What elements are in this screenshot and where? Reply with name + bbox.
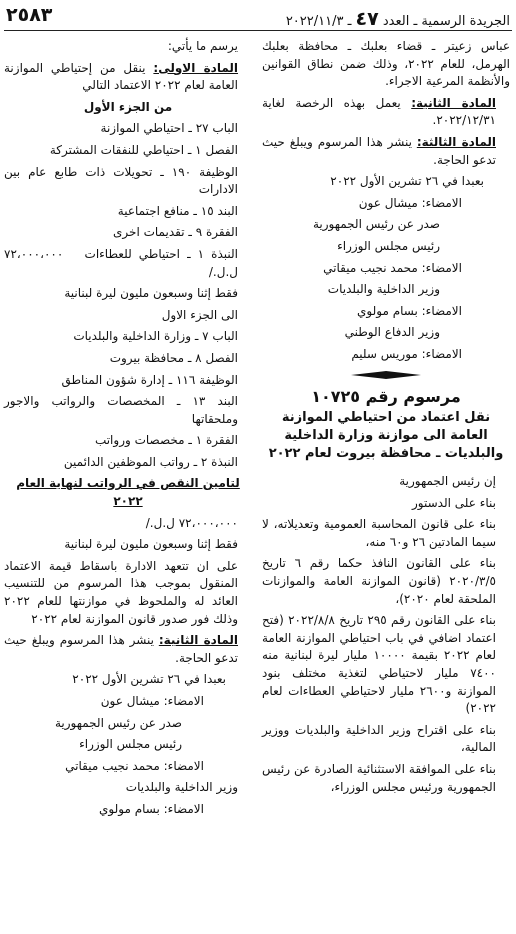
budget-line: البند ١٣ ـ المخصصات والرواتب والاجور وملحقاتها: [4, 394, 238, 426]
amount-in-words: فقط إثنا وسبعون مليون ليرة لبنانية: [64, 286, 238, 301]
issued-by: صدر عن رئيس الجمهورية: [54, 715, 182, 730]
paragraph: بناء على القانون النافذ حكما رقم ٦ تاريخ ٢٠٢٠/٣/٥ (قانون الموازنة العامة والموازنات الملحقة لعام ٢٠٢٠)،: [262, 556, 496, 606]
page-header: [0, 0, 516, 28]
signature: الامضاء: ميشال عون: [358, 195, 462, 210]
date-line: بعبدا في ٢٦ تشرين الأول ٢٠٢٢: [72, 672, 226, 687]
paragraph: على ان تتعهد الادارة باسقاط قيمة الاعتماد المنقول بموجب هذا المرسوم من للتنسيب العائد له والملحوظ في موازنتها للعام ٢٠٢٢ وذلك فور صدور قانون الموازنة لعام ٢٠٢٢: [4, 558, 238, 626]
amount: ٧٢،٠٠٠،٠٠٠ ل.ل./: [4, 246, 238, 279]
page-number: ٢٥٨٣: [6, 4, 53, 26]
minister-title: وزير الداخلية والبلديات: [327, 282, 440, 297]
amount: ٧٢،٠٠٠،٠٠٠ ل.ل./: [145, 515, 238, 530]
signature: الامضاء: ميشال عون: [100, 694, 204, 708]
paragraph: عباس زعيتر ـ قضاء بعلبك ـ محافظة بعلبك الهرمل، للعام ٢٠٢٢، وذلك ضمن نطاق القوانين والأنظمة المرعية الاجراء.: [262, 39, 510, 89]
budget-line: الى الجزء الاول: [161, 307, 238, 322]
article-label: المادة الثالثة:: [416, 134, 496, 149]
budget-line-with-amount: [4, 246, 252, 281]
header-rule: [4, 30, 512, 31]
paragraph: بناء على اقتراح وزير الداخلية والبلديات ووزير المالية،: [262, 722, 496, 755]
journal-name: الجريدة الرسمية ـ العدد: [382, 14, 510, 29]
signature: الامضاء: محمد نجيب ميقاتي: [323, 260, 462, 275]
budget-line: الفقرة ١ ـ مخصصات ورواتب: [94, 433, 238, 448]
article-text: ينشر هذا المرسوم ويبلغ حيث تدعو الحاجة.: [262, 134, 496, 167]
paragraph: يرسم ما يأتي:: [167, 39, 238, 53]
journal-title: [286, 8, 510, 30]
budget-line: الباب ٢٧ ـ احتياطي الموازنة: [100, 121, 238, 136]
right-column: [262, 38, 510, 918]
minister-title: وزير الدفاع الوطني: [344, 325, 440, 340]
issue-number: ٤٧: [355, 8, 379, 30]
article-1: [4, 60, 252, 95]
issue-date: ـ ٢٠٢٢/١١/٣: [285, 14, 352, 29]
signature: الامضاء: بسام مولوي: [99, 801, 204, 816]
signature: الامضاء: بسام مولوي: [357, 303, 462, 318]
paragraph: بناء على الموافقة الاستثنائية الصادرة عن رئيس الجمهورية ورئيس مجلس الوزراء،: [262, 762, 496, 794]
article-text: يعمل بهذه الرخصة لغاية ٢٠٢٢/١٢/٣١.: [262, 95, 496, 128]
article-label: المادة الثانية:: [411, 95, 496, 110]
paragraph: بناء على القانون رقم ٢٩٥ تاريخ ٢٠٢٢/٨/٨ (فتح اعتماد اضافي في باب احتياطي الموازنة العامة لعام ٢٠٢٢ بقيمة ١٠٠٠٠ مليار ليرة لبنانية منه ٧٤٠٠ مليار لاحتياطي لتغذية مختلف بنود الموازنة و٢٦٠٠ مليار لاحتياطي العطاءات لعام ٢٠٢٢): [262, 613, 496, 716]
paragraph: إن رئيس الجمهورية: [399, 474, 496, 489]
signature: الامضاء: محمد نجيب ميقاتي: [65, 758, 204, 773]
budget-line: الوظيفة ١٩٠ ـ تحويلات ذات طابع عام بين الادارات: [4, 164, 238, 197]
budget-line: الفصل ٨ ـ محافظة بيروت: [109, 350, 238, 365]
pm-title: رئيس مجلس الوزراء: [79, 737, 182, 752]
article-text: ينقل من إحتياطي الموازنة العامة لعام ٢٠٢٢ الاعتماد التالي: [4, 60, 238, 93]
budget-line: الباب ٧ ـ وزارة الداخلية والبلديات: [73, 329, 238, 344]
pm-title: رئيس مجلس الوزراء: [337, 238, 440, 253]
article-text: ينشر هذا المرسوم ويبلغ حيث تدعو الحاجة.: [4, 633, 238, 665]
purpose-line: لتامين النقص في الرواتب لنهاية العام ٢٠٢٢: [16, 476, 240, 509]
paragraph: بناء على الدستور: [412, 495, 496, 510]
paragraph: بناء على قانون المحاسبة العمومية وتعديلاته، لا سيما المادتين ٢٦ و٦٠ منه،: [262, 517, 496, 549]
part-heading: من الجزء الأول: [83, 99, 173, 114]
article-3: [262, 134, 510, 169]
budget-line: الفقرة ٩ ـ تقديمات اخرى: [113, 225, 238, 240]
budget-line: النبذة ٢ ـ رواتب الموظفين الدائمين: [63, 454, 238, 469]
decree-subtitle: نقل اعتماد من احتياطي الموازنة العامة الى موازنة وزارة الداخلية والبلديات ـ محافظة بيروت لعام ٢٠٢٢: [268, 410, 504, 462]
date-line: بعبدا في ٢٦ تشرين الأول ٢٠٢٢: [330, 174, 484, 189]
article-2: [262, 95, 510, 130]
signature: الامضاء: موريس سليم: [351, 346, 462, 361]
decree-title: مرسوم رقم ١٠٧٢٥: [311, 386, 461, 406]
budget-line: الفصل ١ ـ احتياطي للنفقات المشتركة: [49, 142, 238, 157]
amount-in-words: فقط إثنا وسبعون مليون ليرة لبنانية: [64, 537, 238, 552]
section-divider: [262, 370, 510, 380]
budget-line: البند ١٥ ـ منافع اجتماعية: [117, 203, 238, 218]
article-label: المادة الثانية:: [158, 633, 238, 648]
article-2: [4, 632, 252, 667]
left-column: [4, 38, 252, 918]
budget-line: النبذة ١ ـ احتياطي للعطاءات: [84, 246, 238, 261]
article-label: المادة الاولى:: [153, 60, 239, 75]
minister-title: وزير الداخلية والبلديات: [125, 780, 238, 795]
issued-by: صدر عن رئيس الجمهورية: [312, 217, 440, 232]
budget-line: الوظيفة ١١٦ ـ إدارة شؤون المناطق: [61, 372, 238, 387]
